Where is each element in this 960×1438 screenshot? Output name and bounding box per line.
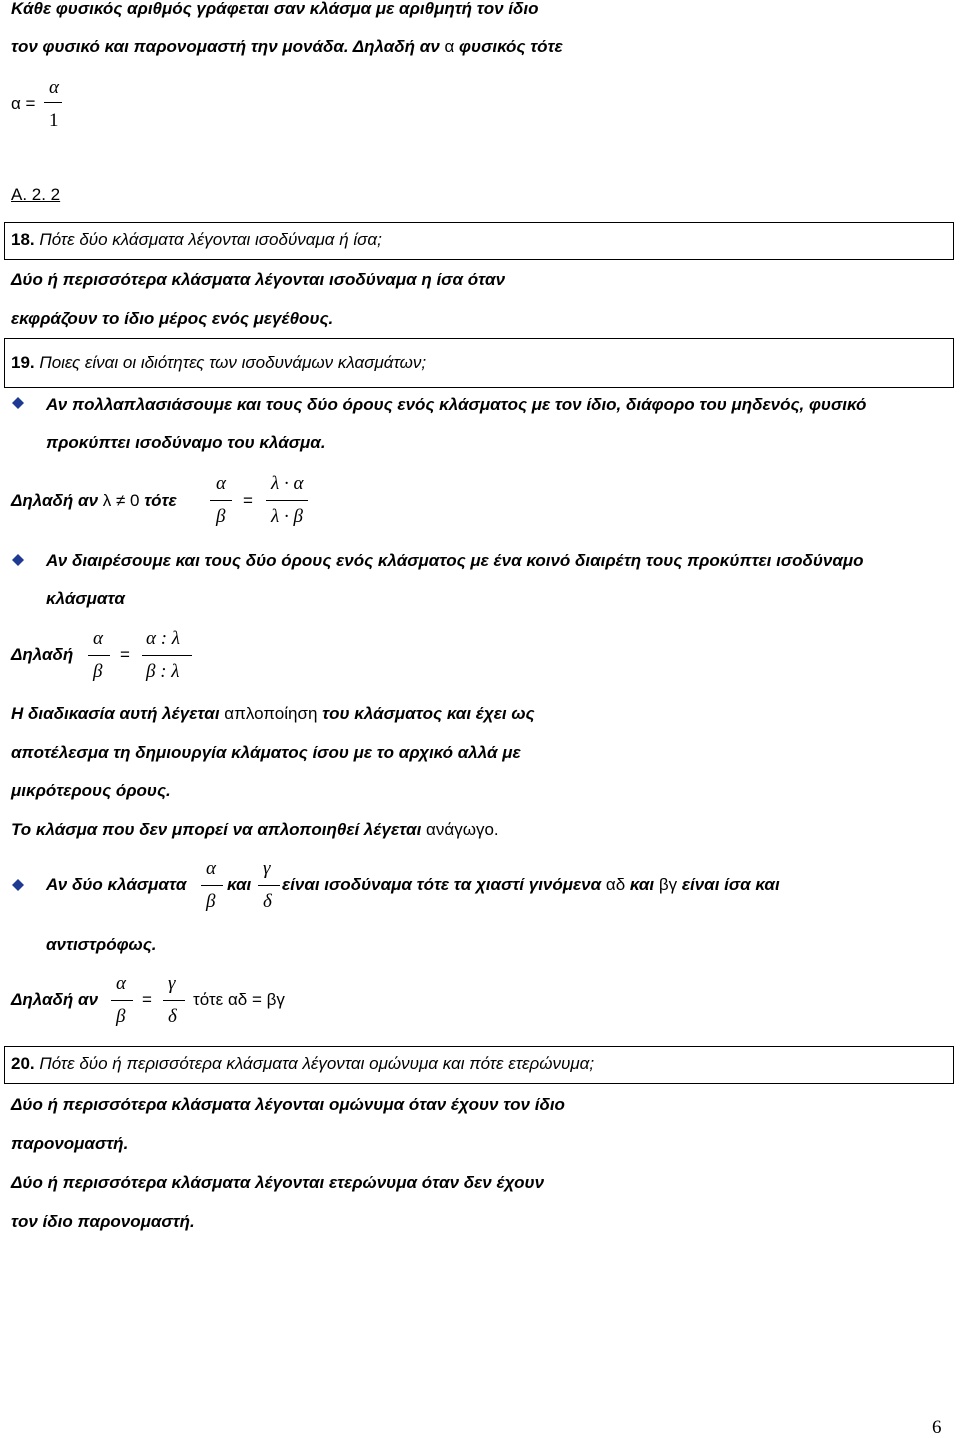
example-1-den-1: β — [216, 506, 226, 527]
simplification-line-3: μικρότερους όρους. — [11, 781, 171, 800]
example-1-text — [11, 492, 177, 509]
property-1-line-2: προκύπτει ισοδύναμο του κλάσμα. — [46, 433, 326, 452]
property-3-a: Αν δύο κλάσματα — [46, 875, 187, 894]
diamond-bullet-icon — [12, 879, 24, 891]
simplification-c: του κλάσματος και έχει ως — [317, 704, 535, 723]
property-3-line-2: αντιστρόφως. — [46, 935, 157, 954]
answer-18-line-2: εκφράζουν το ίδιο μέρος ενός μεγέθους. — [11, 309, 334, 328]
example-3-a: Δηλαδή αν — [11, 990, 99, 1009]
question-18-number: 18. — [11, 230, 35, 249]
property-3-den-1: β — [206, 891, 216, 912]
intro-line-2a: τον φυσικό και παρονομαστή την μονάδα. Δηλαδή αν — [11, 37, 445, 56]
example-3-num-1: α — [116, 973, 126, 994]
property-3-den-2: δ — [263, 891, 272, 912]
example-1-bar-1 — [210, 500, 232, 501]
irreducible-a: Το κλάσμα που δεν μπορεί να απλοποιηθεί λέγεται — [11, 820, 427, 839]
irreducible-term: ανάγωγο. — [426, 820, 499, 839]
property-3-num-2: γ — [263, 858, 271, 879]
diamond-bullet-icon — [12, 554, 24, 566]
property-1-line-1: Αν πολλαπλασιάσουμε και τους δύο όρους ενός κλάσματος με τον ίδιο, διάφορο του μηδενός, φυσικό — [46, 395, 867, 414]
example-1-c: τότε — [139, 491, 177, 510]
example-1-equals: = — [243, 491, 253, 510]
question-19-number: 19. — [11, 353, 35, 372]
question-20-number: 20. — [11, 1054, 35, 1073]
property-3-product-2: βγ — [658, 875, 678, 894]
answer-20-line-3: Δύο ή περισσότερα κλάσματα λέγονται ετερώνυμα όταν δεν έχουν — [11, 1173, 545, 1192]
answer-18-line-1: Δύο ή περισσότερα κλάσματα λέγονται ισοδύναμα η ίσα όταν — [11, 270, 506, 289]
intro-line-1: Κάθε φυσικός αριθμός γράφεται σαν κλάσμα με αριθμητή τον ίδιο — [11, 0, 539, 18]
example-1-num-1: α — [216, 473, 226, 494]
example-2-equals: = — [120, 645, 130, 664]
question-20 — [11, 1055, 594, 1072]
property-3-d: και — [625, 875, 659, 894]
question-19-text: Ποιες είναι οι ιδιότητες των ισοδυνάμων κλασμάτων; — [39, 353, 427, 372]
example-3-den-2: δ — [168, 1006, 177, 1027]
intro-var: α — [444, 37, 455, 56]
property-3-f: είναι ίσα και — [677, 875, 780, 894]
example-3-den-1: β — [116, 1006, 126, 1027]
property-2-line-1: Αν διαιρέσουμε και τους δύο όρους ενός κλάσματος με ένα κοινό διαιρέτη τους προκύπτει ισοδύναμο — [46, 551, 864, 570]
example-2-num-1: α — [93, 628, 103, 649]
property-3-product-1: αδ — [605, 875, 626, 894]
property-3-bar-2 — [258, 885, 280, 886]
property-3-num-1: α — [206, 858, 216, 879]
intro-formula-lhs: α = — [11, 94, 36, 113]
example-2-den-1: β — [93, 661, 103, 682]
property-3-and: και — [227, 875, 252, 894]
simplification-line-1 — [11, 705, 535, 722]
question-20-text: Πότε δύο ή περισσότερα κλάσματα λέγονται ομώνυμα και πότε ετερώνυμα; — [39, 1054, 595, 1073]
example-2-bar-2 — [142, 655, 192, 656]
question-18 — [11, 231, 382, 248]
answer-20-line-2: παρονομαστή. — [11, 1134, 129, 1153]
example-2-bar-1 — [88, 655, 110, 656]
intro-formula-denominator: 1 — [49, 110, 59, 131]
example-3-b: τότε αδ = βγ — [193, 990, 285, 1009]
example-1-num-2: λ · α — [271, 473, 304, 494]
property-3-bar-1 — [201, 885, 223, 886]
example-2-text: Δηλαδή — [11, 645, 74, 664]
example-3-num-2: γ — [168, 973, 176, 994]
example-2-den-2: β : λ — [146, 661, 180, 682]
example-1-bar-2 — [266, 500, 308, 501]
property-3-rest — [282, 876, 780, 893]
page-number: 6 — [932, 1417, 942, 1438]
intro-formula-numerator: α — [49, 77, 59, 98]
simplification-line-2: αποτέλεσμα τη δημιουργία κλάματος ίσου με το αρχικό αλλά με — [11, 743, 521, 762]
answer-20-line-4: τον ίδιο παρονομαστή. — [11, 1212, 195, 1231]
intro-line-2c: φυσικός τότε — [454, 37, 563, 56]
property-2-line-2: κλάσματα — [46, 589, 125, 608]
question-19 — [11, 354, 426, 371]
simplification-a: Η διαδικασία αυτή λέγεται — [11, 704, 225, 723]
intro-fraction-bar — [44, 102, 62, 103]
property-3-b: είναι ισοδύναμα τότε τα χιαστί γινόμενα — [282, 875, 606, 894]
example-3-bar-1 — [111, 1000, 133, 1001]
question-18-text: Πότε δύο κλάσματα λέγονται ισοδύναμα ή ίσα; — [39, 230, 382, 249]
example-3-equals: = — [142, 990, 152, 1009]
intro-line-2 — [11, 38, 563, 55]
simplification-term: απλοποίηση — [224, 704, 318, 723]
example-1-a: Δηλαδή αν — [11, 491, 103, 510]
example-1-condition: λ ≠ 0 — [102, 491, 140, 510]
answer-20-line-1: Δύο ή περισσότερα κλάσματα λέγονται ομώνυμα όταν έχουν τον ίδιο — [11, 1095, 565, 1114]
example-1-den-2: λ · β — [271, 506, 303, 527]
irreducible-line — [11, 821, 499, 838]
example-3-bar-2 — [163, 1000, 185, 1001]
section-label: Α. 2. 2 — [11, 185, 61, 204]
example-2-num-2: α : λ — [146, 628, 181, 649]
diamond-bullet-icon — [12, 397, 24, 409]
